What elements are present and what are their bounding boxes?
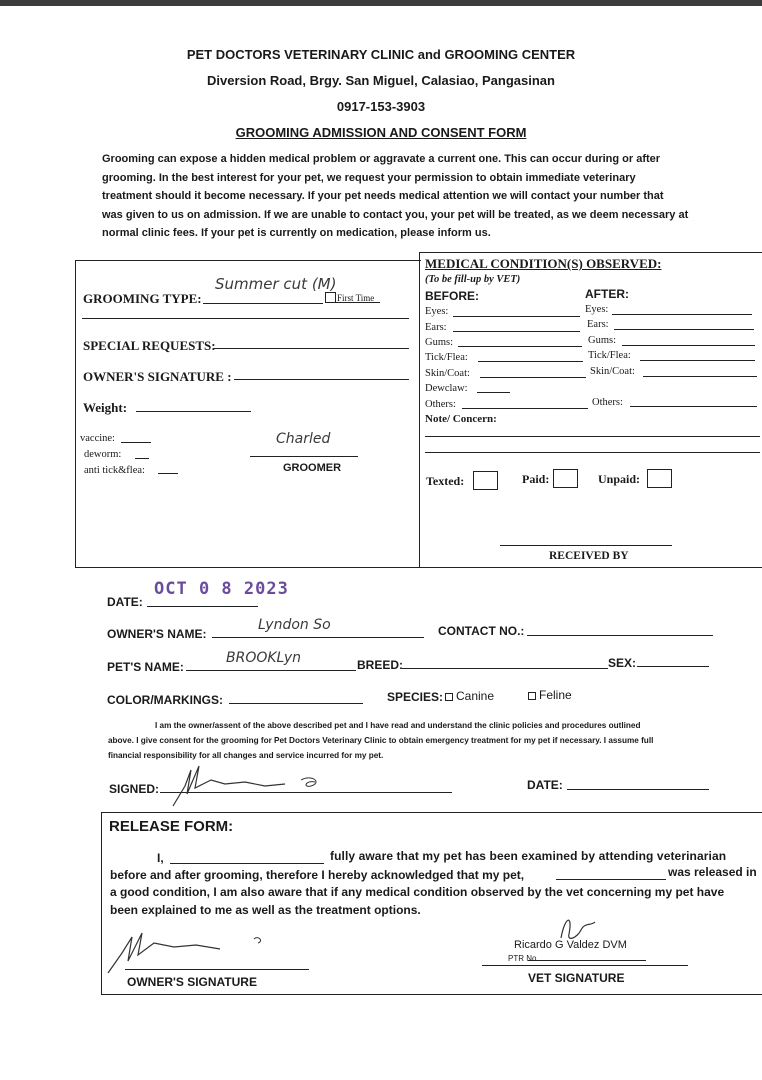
anti-tick-label: anti tick&flea: [84, 465, 145, 476]
ptr-field[interactable] [528, 960, 646, 961]
signed-date-label: DATE: [527, 778, 563, 792]
release-line1-suffix: fully aware that my pet has been examined by attending veterinarian [330, 849, 727, 863]
grooming-type-extra-line [82, 318, 409, 319]
before-eyes-label: Eyes: [425, 306, 449, 317]
after-ears-field[interactable] [614, 329, 754, 330]
groomer-signature: Charled [276, 431, 331, 447]
vet-signature-label: VET SIGNATURE [528, 971, 625, 985]
contact-field[interactable] [527, 635, 713, 636]
before-skin-label: Skin/Coat: [425, 368, 470, 379]
intro-line: Grooming can expose a hidden medical problem or aggravate a current one. This can occur during or after [102, 153, 661, 165]
clinic-address: Diversion Road, Brgy. San Miguel, Calasiao, Pangasinan [207, 73, 555, 88]
date-label: DATE: [107, 595, 143, 609]
after-eyes-field[interactable] [612, 314, 752, 315]
unpaid-checkbox[interactable] [647, 469, 672, 488]
grooming-type-label: GROOMING TYPE: [83, 291, 202, 306]
before-tick-field[interactable] [478, 361, 583, 362]
groomer-label: GROOMER [283, 462, 342, 474]
first-time-underline [336, 302, 380, 303]
sex-field[interactable] [637, 666, 709, 667]
deworm-field[interactable] [135, 458, 149, 459]
release-title: RELEASE FORM: [109, 818, 234, 835]
color-markings-label: COLOR/MARKINGS: [107, 693, 223, 707]
special-requests-field[interactable] [214, 348, 409, 349]
vet-name: Ricardo G Valdez DVM [514, 939, 627, 951]
before-tick-label: Tick/Flea: [425, 352, 468, 363]
note-concern-label: Note/ Concern: [425, 413, 497, 425]
owner-name-field[interactable] [212, 637, 424, 638]
after-others-field[interactable] [630, 406, 757, 407]
vet-signature-line[interactable] [482, 965, 688, 966]
release-owner-signature-line[interactable] [125, 969, 309, 970]
contact-label: CONTACT NO.: [438, 624, 525, 638]
first-time-label: First Time [337, 293, 375, 303]
consent-line: above. I give consent for the grooming for Pet Doctors Veterinary Clinic to obtain emergency treatment for my pet if necessary. I assume full [108, 736, 654, 745]
anti-tick-field[interactable] [158, 473, 178, 474]
vaccine-label: vaccine: [80, 433, 115, 444]
breed-field[interactable] [402, 668, 608, 669]
release-owner-signature-label: OWNER'S SIGNATURE [127, 975, 257, 989]
first-time-checkbox[interactable] [325, 292, 336, 303]
note-line-1[interactable] [425, 436, 760, 437]
unpaid-label: Unpaid: [598, 472, 641, 486]
release-line3: a good condition, I am also aware that if any medical condition observed by the vet concerning my pet have [110, 885, 725, 899]
before-gums-field[interactable] [458, 346, 582, 347]
grooming-type-value: Summer cut (M) [215, 275, 337, 293]
signed-date-field[interactable] [567, 789, 709, 790]
texted-label: Texted: [426, 474, 465, 488]
before-others-field[interactable] [462, 408, 588, 409]
before-skin-field[interactable] [480, 377, 586, 378]
after-eyes-label: Eyes: [585, 304, 609, 315]
after-label: AFTER: [585, 287, 629, 301]
paid-checkbox[interactable] [553, 469, 578, 488]
owner-signature-scribble [165, 762, 325, 810]
note-line-2[interactable] [425, 452, 760, 453]
medical-title: MEDICAL CONDITION(S) OBSERVED: [425, 256, 662, 271]
species-label: SPECIES: [387, 690, 444, 704]
special-requests-label: SPECIAL REQUESTS: [83, 338, 216, 353]
pet-name-label: PET'S NAME: [107, 660, 184, 674]
weight-field[interactable] [136, 411, 251, 412]
received-by-line[interactable] [500, 545, 672, 546]
before-dewclaw-label: Dewclaw: [425, 383, 468, 394]
owner-signature-label: OWNER'S SIGNATURE : [83, 369, 232, 384]
owner-name-label: OWNER'S NAME: [107, 627, 207, 641]
pet-name-value: BROOKLyn [226, 650, 302, 666]
after-ears-label: Ears: [587, 319, 609, 330]
after-others-label: Others: [592, 397, 623, 408]
intro-line: was given to us on admission. If we are unable to contact you, your pet will be treated, as we deem necessary at [102, 208, 689, 221]
before-gums-label: Gums: [425, 337, 454, 348]
vaccine-field[interactable] [121, 442, 151, 443]
ptr-label: PTR No. [508, 954, 539, 963]
paid-label: Paid: [522, 472, 550, 486]
after-gums-field[interactable] [622, 345, 755, 346]
release-pet-name-field[interactable] [556, 879, 666, 880]
owner-signature-field[interactable] [234, 379, 409, 380]
signed-label: SIGNED: [109, 782, 160, 796]
before-dewclaw-field[interactable] [477, 392, 510, 393]
after-skin-field[interactable] [643, 376, 757, 377]
sex-label: SEX: [608, 656, 637, 670]
before-ears-field[interactable] [453, 331, 580, 332]
after-gums-label: Gums: [588, 335, 617, 346]
intro-line: grooming. In the best interest for your pet, we request your permission to obtain immediate veterinary [102, 171, 636, 184]
feline-checkbox[interactable] [528, 692, 536, 700]
after-tick-label: Tick/Flea: [588, 350, 631, 361]
breed-label: BREED: [357, 658, 404, 672]
consent-paragraph [108, 718, 718, 763]
deworm-label: deworm: [84, 449, 122, 460]
intro-line: normal clinic fees. If your pet is currently on medication, please inform us. [102, 227, 491, 239]
feline-label: Feline [539, 688, 572, 702]
release-line2-prefix: before and after grooming, therefore I hereby acknowledged that my pet, [110, 868, 525, 882]
grooming-type-field[interactable] [203, 303, 323, 304]
before-others-label: Others: [425, 399, 456, 410]
before-label: BEFORE: [425, 289, 479, 303]
release-line1-prefix: I, [157, 851, 164, 865]
release-line4: been explained to me as well as the treatment options. [110, 903, 421, 917]
form-title: GROOMING ADMISSION AND CONSENT FORM [235, 125, 527, 140]
before-eyes-field[interactable] [453, 316, 580, 317]
date-field[interactable] [147, 606, 258, 607]
weight-label: Weight: [83, 400, 128, 415]
date-stamp: OCT 0 8 2023 [154, 579, 289, 599]
after-skin-label: Skin/Coat: [590, 366, 635, 377]
consent-line: I am the owner/assent of the above described pet and I have read and understand the clinic policies and procedures outlined [155, 721, 641, 730]
color-markings-field[interactable] [229, 703, 363, 704]
texted-checkbox[interactable] [473, 471, 498, 490]
clinic-name: PET DOCTORS VETERINARY CLINIC and GROOMING CENTER [186, 47, 576, 62]
clinic-phone: 0917-153-3903 [336, 99, 426, 114]
scan-top-edge [0, 0, 762, 6]
before-ears-label: Ears: [425, 322, 447, 333]
after-tick-field[interactable] [640, 360, 755, 361]
canine-checkbox[interactable] [445, 693, 453, 701]
release-line2-suffix: was released in [668, 865, 757, 879]
consent-line: financial responsibility for all changes and service incurred for my pet. [108, 751, 384, 760]
groomer-line [250, 456, 358, 457]
canine-label: Canine [456, 689, 495, 703]
intro-paragraph [102, 150, 710, 243]
owner-name-value: Lyndon So [258, 617, 331, 633]
medical-subtitle: (To be fill-up by VET) [425, 274, 521, 285]
pet-name-field[interactable] [186, 670, 356, 671]
release-owner-name-field[interactable] [170, 863, 324, 864]
received-by-label: RECEIVED BY [549, 550, 629, 562]
intro-line: treatment should it become necessary. If your pet needs medical attention we will contact your number that [102, 190, 664, 202]
